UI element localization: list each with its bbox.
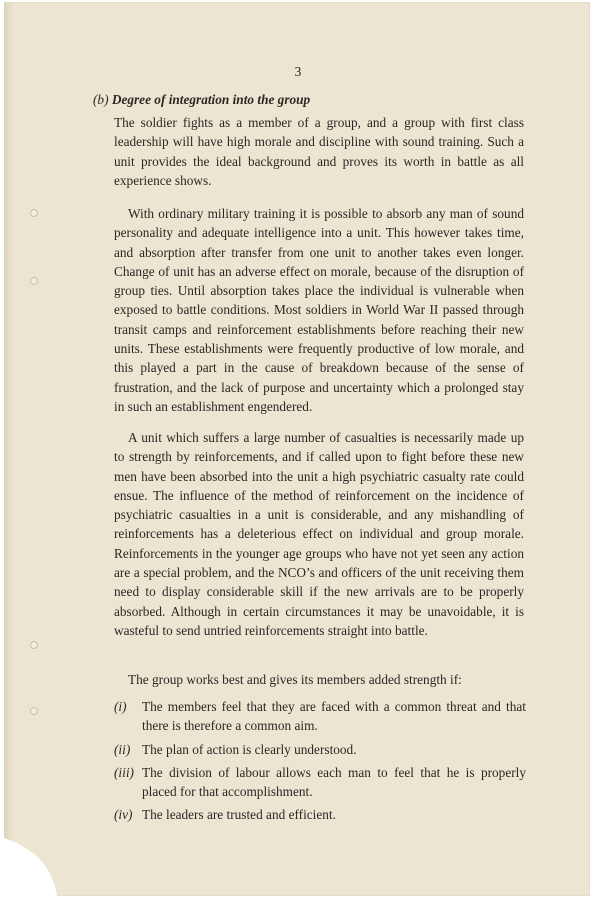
- list-item-number: (iii): [114, 764, 134, 780]
- list-item-text: The plan of action is clearly understood.: [142, 741, 357, 757]
- section-title: Degree of integration into the group: [111, 92, 311, 107]
- punch-hole-4: [30, 707, 38, 715]
- punch-hole-2: [30, 277, 38, 285]
- section-heading: [93, 90, 310, 109]
- page-number: 3: [294, 64, 302, 79]
- paper-edge-shadow: [4, 2, 14, 896]
- punch-hole-3: [30, 641, 38, 649]
- paragraph-4: The group works best and gives its members added strength if:: [128, 672, 462, 687]
- list-item-number: (ii): [114, 741, 131, 757]
- list-item-text: The members feel that they are faced with a common threat and that there is therefore a common aim.: [142, 699, 526, 734]
- conditions-list: [114, 697, 526, 829]
- list-item-text: The division of labour allows each man to feel that he is properly placed for that accomplishment.: [142, 764, 526, 800]
- punch-hole-1: [30, 209, 38, 217]
- section-label: (b): [93, 92, 109, 107]
- list-item: [114, 697, 526, 736]
- paragraph-3: A unit which suffers a large number of casualties is necessarily made up to strength by reinforcements, and if called upon to fight before these new men have been absorbed into the unit a high psychiatric casualty rate could ensue. The influence of the method of reinforcement on the incidence of psychiatric casualties in a unit is considerable, and any mishandling of reinforcements has a deleterious effect on individual and group morale. Reinforcements in the younger age groups who have not yet seen any action are a special problem, and the NCO’s and officers of the unit receiving them need to display considerable skill if the new arrivals are to be properly absorbed. Although in certain circumstances it may be unavoidable, it is wasteful to send untried reinforcements straight into battle.: [114, 430, 524, 638]
- list-item-number: (i): [114, 699, 127, 714]
- list-item-number: (iv): [114, 807, 133, 823]
- paragraph-2: With ordinary military training it is possible to absorb any man of sound personality and adequate intelligence into a unit. This however takes time, and absorption after transfer from one unit to another takes even longer. Change of unit has an adverse effect on morale, because of the disruption of group ties. Until absorption takes place the individual is vulnerable when exposed to battle conditions. Most soldiers in World War II passed through transit camps and reinforcement establishments before reaching their new units. These establishments were frequently productive of low morale, and this played a part in the cause of breakdown because of the sense of frustration, and the lack of purpose and uncertainty which a prolonged stay in such an establishment engendered.: [114, 206, 524, 414]
- paragraph-1: The soldier fights as a member of a group, and a group with first class leadership will have high morale and discipline with sound training. Such a unit provides the ideal background and proves its worth in battle as all experience shows.: [114, 115, 524, 188]
- list-item-text: The leaders are trusted and efficient.: [142, 807, 336, 823]
- list-item: [114, 805, 526, 824]
- list-item: [114, 763, 526, 802]
- list-item: [114, 740, 526, 759]
